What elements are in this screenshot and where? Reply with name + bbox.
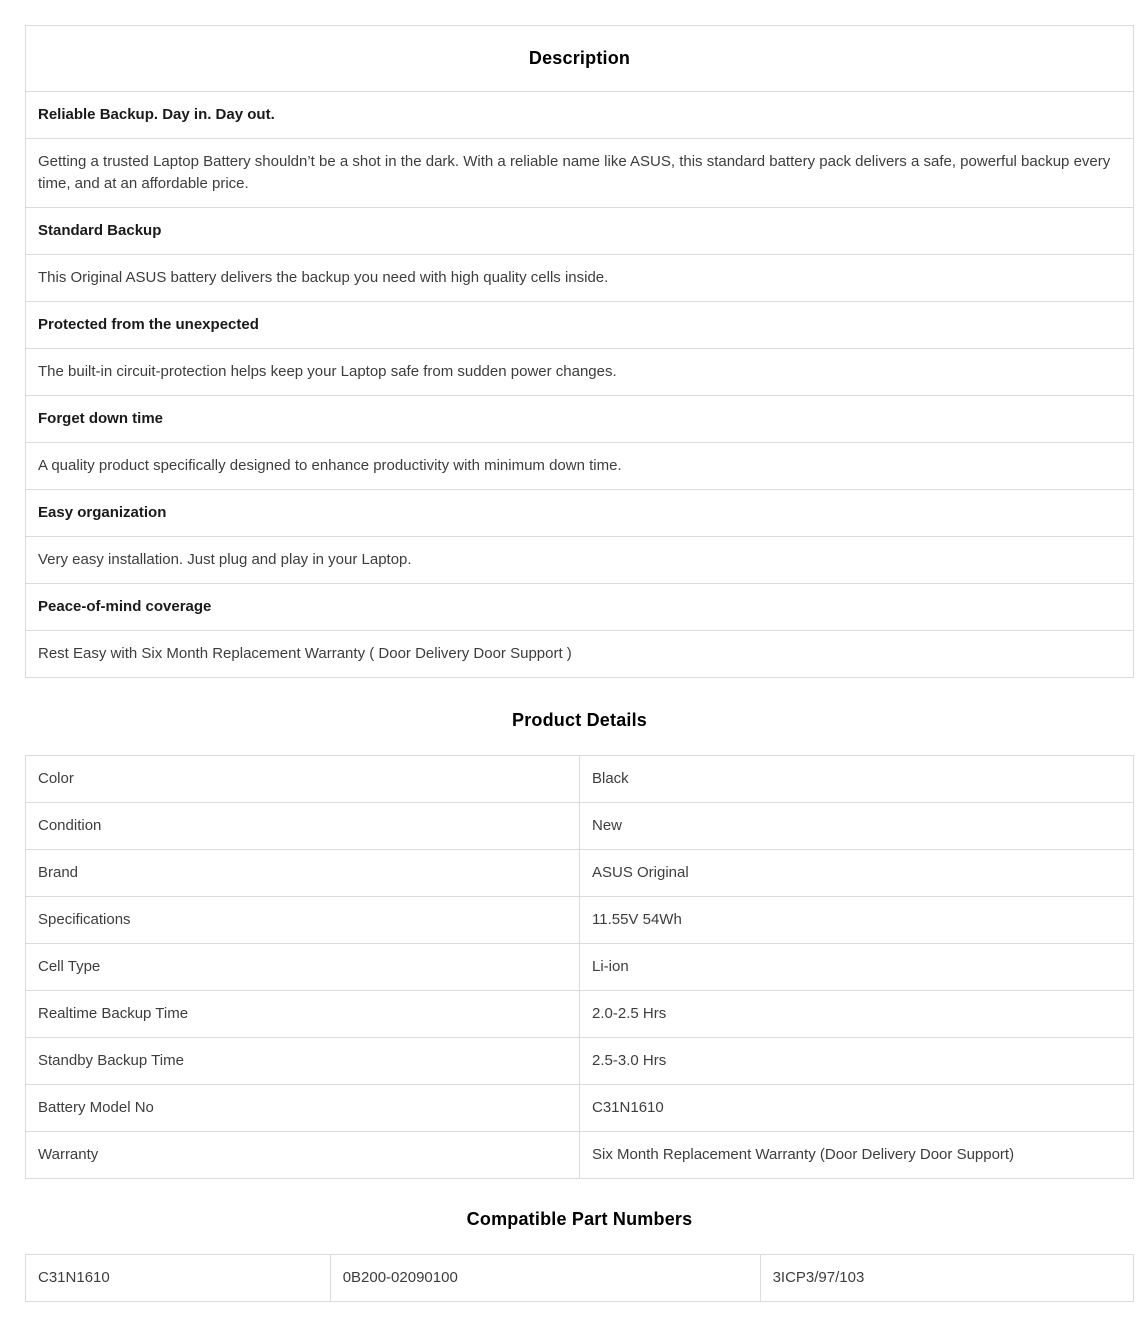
description-row [26, 537, 1134, 584]
description-row-text: The built-in circuit-protection helps keep your Laptop safe from sudden power changes. [26, 349, 1134, 396]
detail-row [26, 1132, 1134, 1179]
description-row-text: Very easy installation. Just plug and play in your Laptop. [26, 537, 1134, 584]
detail-value: Six Month Replacement Warranty (Door Delivery Door Support) [580, 1132, 1134, 1179]
description-row [26, 208, 1134, 255]
detail-label: Color [26, 756, 580, 803]
description-row [26, 631, 1134, 678]
detail-label: Condition [26, 803, 580, 850]
description-row [26, 255, 1134, 302]
description-row-heading: Peace-of-mind coverage [26, 584, 1134, 631]
compatible-part-numbers-title: Compatible Part Numbers [466, 1209, 693, 1229]
detail-row [26, 756, 1134, 803]
product-details-title: Product Details [511, 710, 648, 730]
detail-value: 11.55V 54Wh [580, 897, 1134, 944]
description-row-text: Rest Easy with Six Month Replacement Warranty ( Door Delivery Door Support ) [26, 631, 1134, 678]
detail-value: ASUS Original [580, 850, 1134, 897]
detail-row [26, 1038, 1134, 1085]
description-row [26, 584, 1134, 631]
detail-value: Black [580, 756, 1134, 803]
product-details-table [25, 755, 1134, 1179]
detail-label: Brand [26, 850, 580, 897]
detail-row [26, 991, 1134, 1038]
detail-value: 2.0-2.5 Hrs [580, 991, 1134, 1038]
detail-label: Cell Type [26, 944, 580, 991]
detail-label: Battery Model No [26, 1085, 580, 1132]
description-row [26, 396, 1134, 443]
detail-label: Warranty [26, 1132, 580, 1179]
description-row [26, 139, 1134, 208]
detail-label: Specifications [26, 897, 580, 944]
detail-row [26, 1085, 1134, 1132]
description-table [25, 25, 1134, 678]
part-number: 0B200-02090100 [330, 1255, 760, 1302]
detail-row [26, 803, 1134, 850]
description-row [26, 490, 1134, 537]
product-description-section [25, 0, 1134, 1325]
detail-value: New [580, 803, 1134, 850]
description-row-text: Getting a trusted Laptop Battery shouldn’t be a shot in the dark. With a reliable name like ASUS, this standard battery pack delivers a safe, powerful backup every time, and at an affordable price. [26, 139, 1134, 208]
description-row-heading: Standard Backup [26, 208, 1134, 255]
compatible-parts-table [25, 1254, 1134, 1302]
detail-row [26, 850, 1134, 897]
description-row [26, 92, 1134, 139]
description-row-text: This Original ASUS battery delivers the backup you need with high quality cells inside. [26, 255, 1134, 302]
description-row-text: A quality product specifically designed to enhance productivity with minimum down time. [26, 443, 1134, 490]
description-row-heading: Forget down time [26, 396, 1134, 443]
description-row-heading: Reliable Backup. Day in. Day out. [26, 92, 1134, 139]
detail-value: Li-ion [580, 944, 1134, 991]
description-header-row [26, 26, 1134, 92]
description-title: Description [26, 26, 1134, 92]
compatible-parts-row [26, 1255, 1134, 1302]
detail-row [26, 944, 1134, 991]
description-row-heading: Protected from the unexpected [26, 302, 1134, 349]
detail-label: Standby Backup Time [26, 1038, 580, 1085]
detail-row [26, 897, 1134, 944]
detail-value: 2.5-3.0 Hrs [580, 1038, 1134, 1085]
description-row [26, 349, 1134, 396]
part-number: C31N1610 [26, 1255, 331, 1302]
part-number: 3ICP3/97/103 [760, 1255, 1133, 1302]
description-row [26, 302, 1134, 349]
description-row [26, 443, 1134, 490]
detail-label: Realtime Backup Time [26, 991, 580, 1038]
description-row-heading: Easy organization [26, 490, 1134, 537]
detail-value: C31N1610 [580, 1085, 1134, 1132]
